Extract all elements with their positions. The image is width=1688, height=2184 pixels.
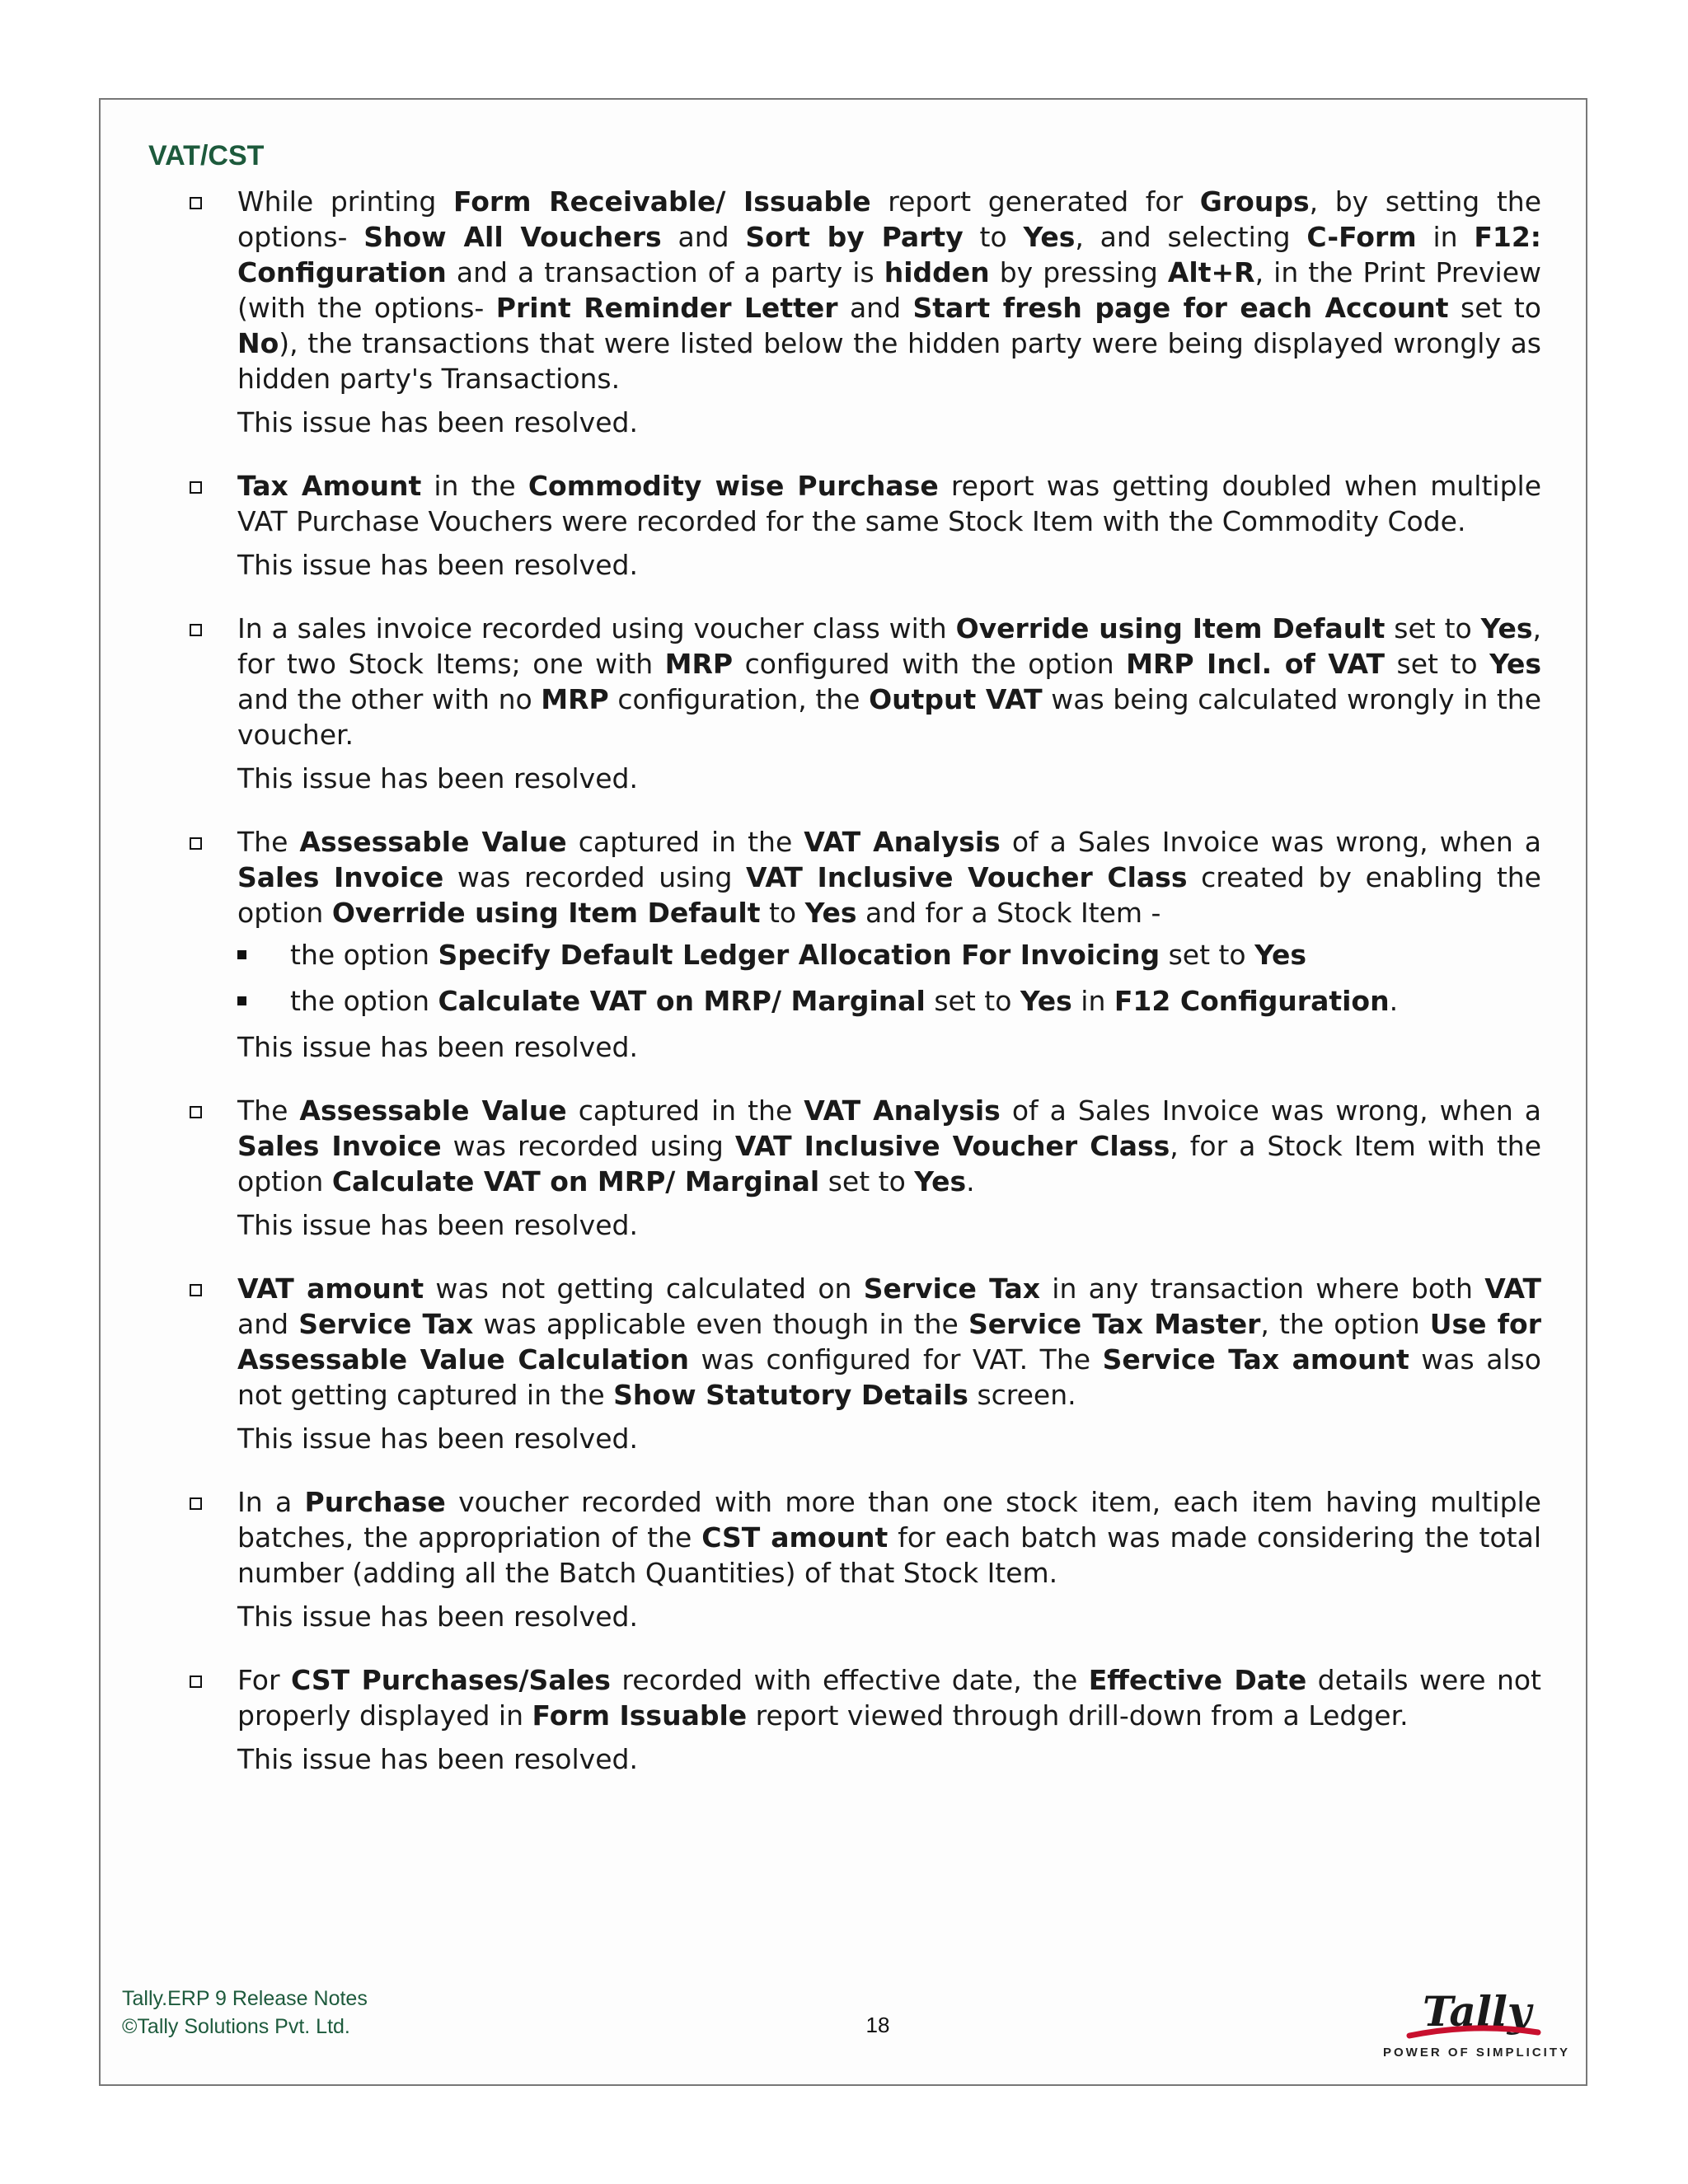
footer-doc-title: Tally.ERP 9 Release Notes (122, 1987, 368, 2010)
text-run: of a Sales Invoice was wrong, when a (1000, 826, 1541, 858)
emphasis-text: Form Issuable (532, 1699, 748, 1732)
emphasis-text: MRP (541, 683, 609, 715)
emphasis-text: hidden (884, 256, 990, 288)
text-run: was also not getting captured in the (237, 1343, 1541, 1411)
emphasis-text: Yes (1023, 221, 1076, 253)
issue-description (237, 824, 1541, 930)
emphasis-text: Tax Amount (237, 470, 422, 502)
text-run: The (237, 1094, 300, 1127)
text-run: , and selecting (1075, 221, 1307, 253)
issue-subitem (237, 983, 1541, 1019)
emphasis-text: C-Form (1306, 221, 1417, 253)
issue-sublist (237, 937, 1541, 1019)
square-bullet-icon (190, 1106, 202, 1118)
emphasis-text: MRP Incl. of VAT (1126, 648, 1386, 680)
issue-item (190, 184, 1541, 440)
text-run: set to (1385, 612, 1481, 644)
text-run: in the (421, 470, 528, 502)
emphasis-text: Yes (1489, 648, 1541, 680)
text-run: In a (237, 1486, 305, 1518)
square-bullet-icon (190, 197, 202, 209)
emphasis-text: F12: Configuration (237, 221, 1541, 288)
emphasis-text: Alt+R (1167, 256, 1255, 288)
emphasis-text: Show Statutory Details (613, 1379, 968, 1411)
issue-description (237, 1662, 1541, 1733)
text-run: was recorded using (443, 861, 747, 893)
emphasis-text: Assessable Value (299, 1094, 567, 1127)
text-run: the option (290, 985, 438, 1017)
text-run: of a Sales Invoice was wrong, when a (1000, 1094, 1541, 1127)
text-run: report viewed through drill-down from a Ledger. (747, 1699, 1409, 1732)
text-run: details were not properly displayed in (237, 1664, 1541, 1732)
resolution-note: This issue has been resolved. (237, 549, 638, 581)
emphasis-text: Service Tax (298, 1308, 474, 1340)
emphasis-text: VAT Analysis (804, 826, 1001, 858)
issue-item (190, 1271, 1541, 1456)
text-run: screen. (968, 1379, 1076, 1411)
emphasis-text: CST amount (701, 1521, 889, 1554)
resolution-note: This issue has been resolved. (237, 1422, 638, 1455)
text-run: While printing (237, 185, 454, 218)
text-run: and (661, 221, 746, 253)
issue-item (190, 468, 1541, 583)
emphasis-text: Form Receivable/ Issuable (453, 185, 871, 218)
issue-description (237, 1484, 1541, 1591)
text-run: recorded with effective date, the (610, 1664, 1089, 1696)
emphasis-text: Sort by Party (745, 221, 964, 253)
text-run: created by enabling the option (237, 861, 1541, 929)
issue-item (190, 824, 1541, 1065)
text-run: to (760, 897, 805, 929)
text-run: In a sales invoice recorded using voucher class with (237, 612, 956, 644)
text-run: to (963, 221, 1024, 253)
square-bullet-icon (190, 1497, 202, 1510)
emphasis-text: Print Reminder Letter (495, 292, 838, 324)
emphasis-text: Assessable Value (299, 826, 567, 858)
footer-copyright: ©Tally Solutions Pvt. Ltd. (122, 2015, 350, 2038)
emphasis-text: Service Tax (863, 1272, 1040, 1305)
issue-item (190, 1093, 1541, 1243)
issue-item (190, 611, 1541, 796)
resolution-note: This issue has been resolved. (237, 1209, 638, 1241)
emphasis-text: Yes (1020, 985, 1072, 1017)
emphasis-text: Purchase (304, 1486, 446, 1518)
logo-text: Tally (1423, 1987, 1531, 2036)
emphasis-text: VAT (1484, 1272, 1541, 1305)
footer-left (122, 1985, 368, 2041)
text-run: , the option (1260, 1308, 1430, 1340)
text-run: voucher recorded with more than one stock item, each item having multiple batches, the appropriation of the (237, 1486, 1541, 1554)
issue-description (237, 611, 1541, 752)
text-run: , by setting the options- (237, 185, 1542, 253)
text-run: captured in the (566, 826, 804, 858)
emphasis-text: Yes (914, 1165, 967, 1197)
emphasis-text: Yes (804, 897, 857, 929)
resolution-note: This issue has been resolved. (237, 762, 638, 794)
resolution-note: This issue has been resolved. (237, 406, 638, 438)
emphasis-text: CST Purchases/Sales (291, 1664, 611, 1696)
text-run: For (237, 1664, 292, 1696)
issue-item (190, 1662, 1541, 1777)
text-run: in (1416, 221, 1475, 253)
emphasis-text: VAT Analysis (804, 1094, 1001, 1127)
text-run: . (1389, 985, 1399, 1017)
emphasis-text: Calculate VAT on MRP/ Marginal (331, 1165, 820, 1197)
text-run: was not getting calculated on (424, 1272, 864, 1305)
emphasis-text: Show All Vouchers (363, 221, 662, 253)
text-run: set to (1385, 648, 1490, 680)
text-run: set to (1160, 939, 1255, 971)
emphasis-text: Yes (1480, 612, 1533, 644)
emphasis-text: Calculate VAT on MRP/ Marginal (438, 985, 926, 1017)
text-run: configuration, the (608, 683, 870, 715)
tally-logo-wordmark (1376, 1978, 1566, 2044)
emphasis-text: Override using Item Default (331, 897, 761, 929)
emphasis-text: VAT amount (237, 1272, 424, 1305)
emphasis-text: Commodity wise Purchase (528, 470, 939, 502)
square-bullet-icon (190, 1284, 202, 1296)
issue-description (237, 468, 1541, 539)
tally-logo (1376, 1978, 1571, 2069)
square-bullet-icon (190, 837, 202, 850)
square-bullet-icon (190, 1675, 202, 1688)
text-run: in (1071, 985, 1114, 1017)
section-title: VAT/CST (148, 140, 265, 171)
text-run: was being calculated wrongly in the voucher. (237, 683, 1541, 751)
emphasis-text: VAT Inclusive Voucher Class (734, 1130, 1170, 1162)
text-run: was configured for VAT. The (689, 1343, 1103, 1376)
resolution-note: This issue has been resolved. (237, 1601, 638, 1633)
text-run: was recorded using (441, 1130, 735, 1162)
emphasis-text: Yes (1254, 939, 1307, 971)
emphasis-text: Effective Date (1088, 1664, 1307, 1696)
emphasis-text: Override using Item Default (955, 612, 1386, 644)
issue-subitem (237, 937, 1541, 972)
text-run: and (837, 292, 913, 324)
logo-tagline: POWER OF SIMPLICITY (1383, 2046, 1571, 2060)
text-run: the option (290, 939, 438, 971)
text-run: set to (1448, 292, 1541, 324)
text-run: in any transaction where both (1040, 1272, 1485, 1305)
text-run: . (966, 1165, 975, 1197)
text-run: and for a Stock Item - (856, 897, 1161, 929)
issue-description (237, 184, 1541, 396)
text-run: for each batch was made considering the total number (adding all the Batch Quantities) of that Stock Item. (237, 1521, 1541, 1589)
emphasis-text: Service Tax Master (968, 1308, 1261, 1340)
text-run: set to (925, 985, 1020, 1017)
text-run: report was getting doubled when multiple VAT Purchase Vouchers were recorded for the same Stock Item with the Commodity Code. (237, 470, 1542, 537)
emphasis-text: Use for Assessable Value Calculation (237, 1308, 1541, 1376)
text-run: report generated for (870, 185, 1200, 218)
filled-square-bullet-icon (237, 950, 246, 959)
issue-list (190, 184, 1541, 1805)
text-run: , for a Stock Item with the option (237, 1130, 1541, 1197)
page-number: 18 (865, 2013, 890, 2037)
issue-description (237, 1271, 1541, 1413)
text-run: configured with the option (733, 648, 1127, 680)
emphasis-text: F12 Configuration (1114, 985, 1390, 1017)
emphasis-text: No (237, 327, 279, 359)
issue-item (190, 1484, 1541, 1634)
emphasis-text: Sales Invoice (237, 861, 444, 893)
text-run: captured in the (566, 1094, 804, 1127)
text-run: The (237, 826, 300, 858)
emphasis-text: Output VAT (869, 683, 1043, 715)
emphasis-text: Service Tax amount (1102, 1343, 1409, 1376)
text-run: was applicable even though in the (473, 1308, 968, 1340)
emphasis-text: Groups (1199, 185, 1310, 218)
text-run: and (237, 1308, 299, 1340)
square-bullet-icon (190, 481, 202, 494)
text-run: by pressing (989, 256, 1168, 288)
issue-description (237, 1093, 1541, 1199)
emphasis-text: Start fresh page for each Account (912, 292, 1449, 324)
text-run: and a transaction of a party is (446, 256, 884, 288)
filled-square-bullet-icon (237, 996, 246, 1005)
text-run: and the other with no (237, 683, 542, 715)
text-run: ), the transactions that were listed below the hidden party were being displayed wrongly as hidden party's Transactions. (237, 327, 1541, 395)
emphasis-text: MRP (664, 648, 734, 680)
text-run: , in the Print Preview (with the options- (237, 256, 1541, 324)
emphasis-text: VAT Inclusive Voucher Class (746, 861, 1188, 893)
square-bullet-icon (190, 624, 202, 636)
text-run: , for two Stock Items; one with (237, 612, 1541, 680)
resolution-note: This issue has been resolved. (237, 1031, 638, 1063)
emphasis-text: Sales Invoice (237, 1130, 442, 1162)
resolution-note: This issue has been resolved. (237, 1743, 638, 1775)
text-run: set to (819, 1165, 915, 1197)
emphasis-text: Specify Default Ledger Allocation For Invoicing (438, 939, 1160, 971)
